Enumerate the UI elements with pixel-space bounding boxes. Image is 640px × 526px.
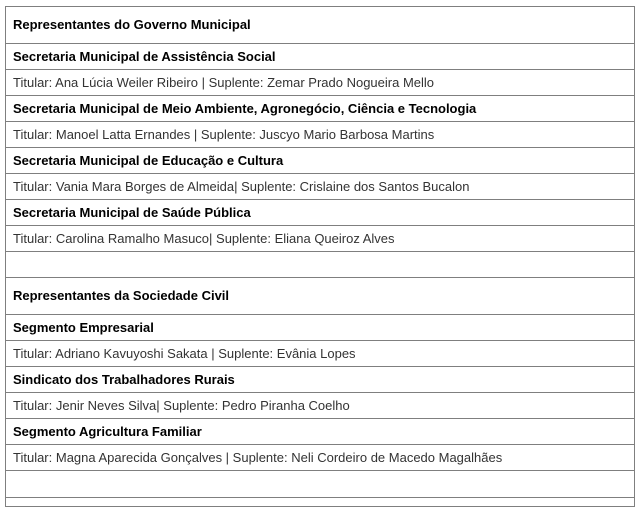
members-row <box>6 393 635 419</box>
members-row <box>6 445 635 471</box>
members-row <box>6 174 635 200</box>
governo-header-row <box>6 7 635 44</box>
org-name: Segmento Empresarial <box>6 315 635 341</box>
org-name: Secretaria Municipal de Saúde Pública <box>6 200 635 226</box>
members-text: Titular: Adriano Kavuyoshi Sakata | Suplente: Evânia Lopes <box>6 341 635 367</box>
empty-row <box>6 498 635 507</box>
sociedade-title: Representantes da Sociedade Civil <box>6 278 635 315</box>
empty-cell <box>6 252 635 278</box>
members-row <box>6 341 635 367</box>
members-text: Titular: Carolina Ramalho Masuco| Suplente: Eliana Queiroz Alves <box>6 226 635 252</box>
org-row <box>6 44 635 70</box>
org-name: Secretaria Municipal de Assistência Social <box>6 44 635 70</box>
members-text: Titular: Vania Mara Borges de Almeida| Suplente: Crislaine dos Santos Bucalon <box>6 174 635 200</box>
empty-cell <box>6 471 635 498</box>
governo-section <box>6 7 635 278</box>
org-row <box>6 96 635 122</box>
members-text: Titular: Manoel Latta Ernandes | Suplente: Juscyo Mario Barbosa Martins <box>6 122 635 148</box>
members-row <box>6 122 635 148</box>
org-name: Segmento Agricultura Familiar <box>6 419 635 445</box>
sociedade-header-row <box>6 278 635 315</box>
org-row <box>6 148 635 174</box>
members-row <box>6 226 635 252</box>
members-text: Titular: Magna Aparecida Gonçalves | Suplente: Neli Cordeiro de Macedo Magalhães <box>6 445 635 471</box>
org-row <box>6 200 635 226</box>
members-text: Titular: Jenir Neves Silva| Suplente: Pedro Piranha Coelho <box>6 393 635 419</box>
org-name: Secretaria Municipal de Meio Ambiente, Agronegócio, Ciência e Tecnologia <box>6 96 635 122</box>
org-name: Secretaria Municipal de Educação e Cultura <box>6 148 635 174</box>
members-text: Titular: Ana Lúcia Weiler Ribeiro | Suplente: Zemar Prado Nogueira Mello <box>6 70 635 96</box>
empty-row <box>6 252 635 278</box>
members-row <box>6 70 635 96</box>
org-name: Sindicato dos Trabalhadores Rurais <box>6 367 635 393</box>
org-row <box>6 315 635 341</box>
empty-row <box>6 471 635 498</box>
council-members-table <box>5 6 635 507</box>
governo-title: Representantes do Governo Municipal <box>6 7 635 44</box>
sociedade-section <box>6 278 635 507</box>
empty-cell <box>6 498 635 507</box>
org-row <box>6 367 635 393</box>
org-row <box>6 419 635 445</box>
